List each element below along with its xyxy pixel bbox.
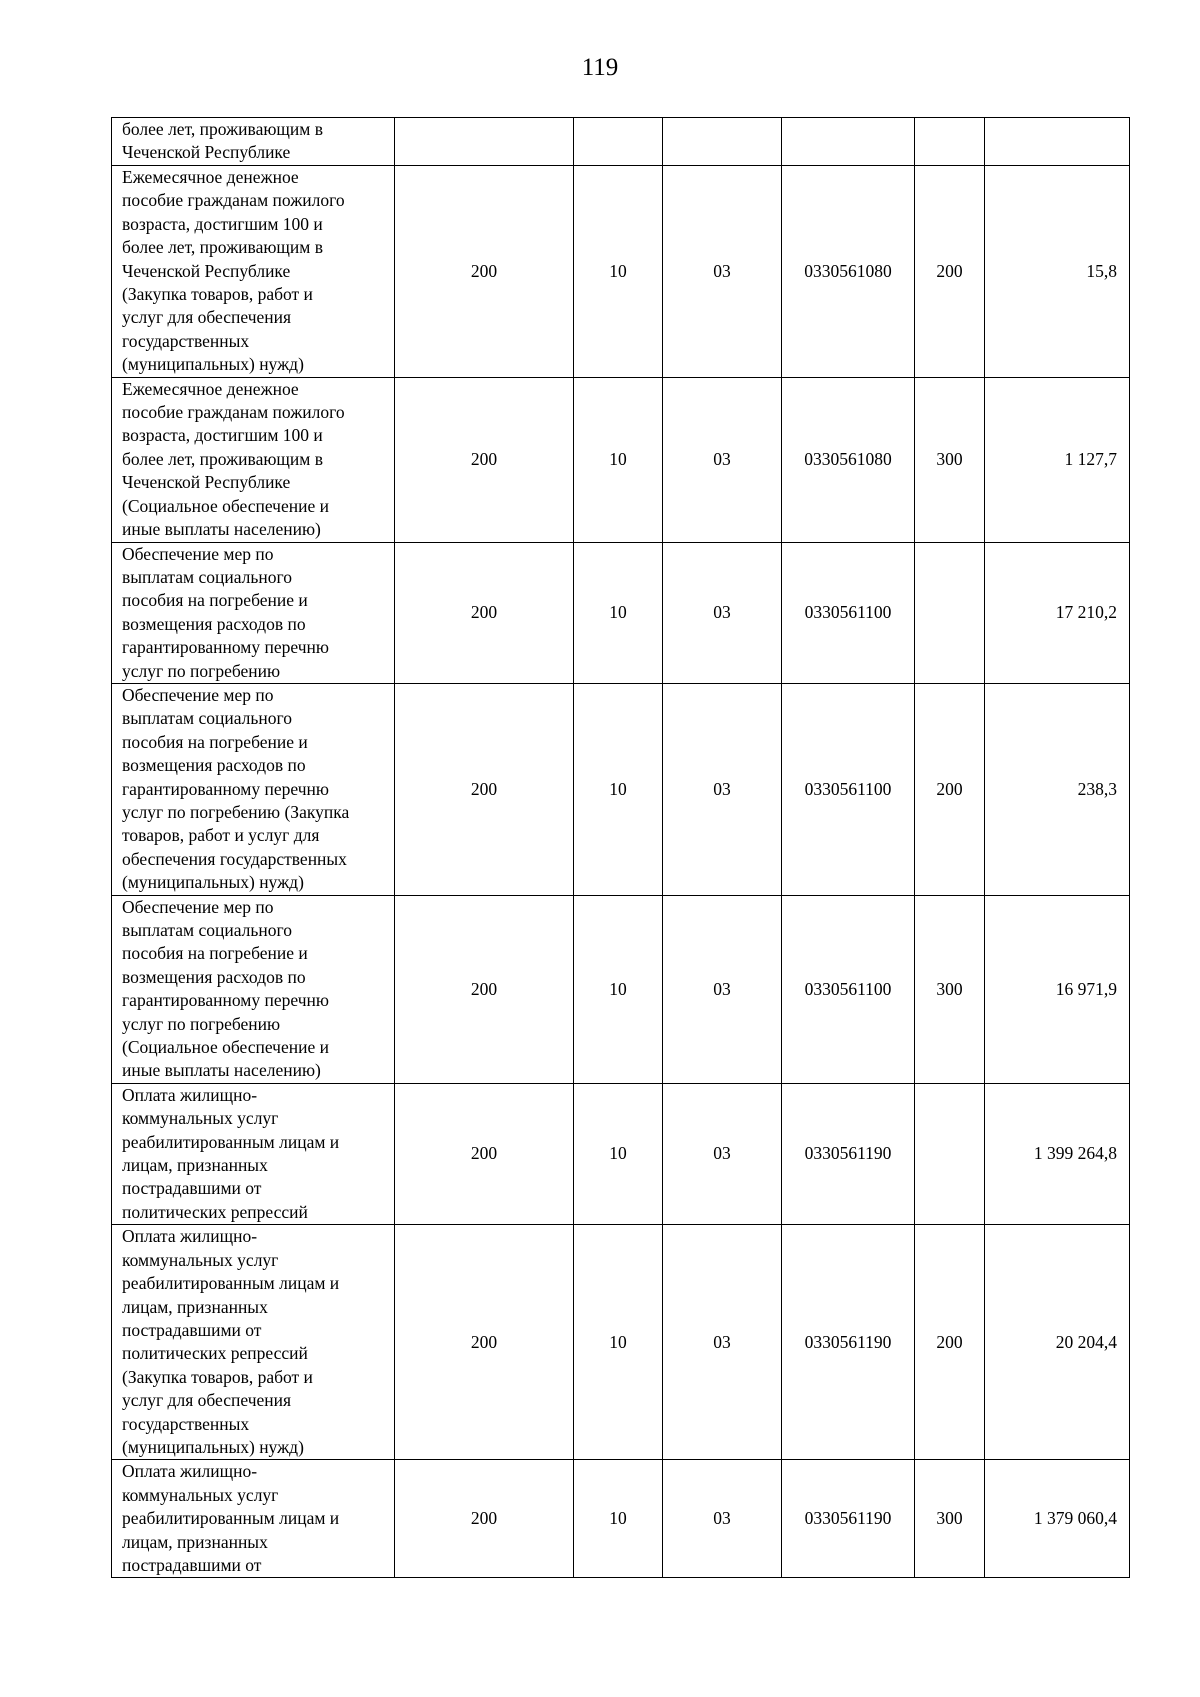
cell-target-article: 0330561080 <box>782 166 915 378</box>
description-line: Ежемесячное денежное <box>122 378 299 399</box>
description-line: возмещения расходов по <box>122 966 306 987</box>
description-line: политических репрессий <box>122 1201 308 1222</box>
cell-expense-type: 300 <box>915 895 985 1083</box>
cell-subsection: 03 <box>663 1460 782 1578</box>
description-line: пострадавшими от <box>122 1178 262 1199</box>
description-line: выплатам социального <box>122 920 293 940</box>
cell-target-article: 0330561190 <box>782 1083 915 1224</box>
description-line: (Закупка товаров, работ и <box>122 1366 313 1387</box>
description-line: коммунальных услуг <box>122 1108 279 1129</box>
cell-section: 10 <box>574 542 663 683</box>
description-line: обеспечения государственных <box>122 848 347 869</box>
description-line: (муниципальных) нужд) <box>122 354 304 375</box>
cell-expense-type: 200 <box>915 683 985 895</box>
description-line: Обеспечение мер по <box>122 684 274 705</box>
table-row <box>112 1460 1130 1578</box>
cell-subsection: 03 <box>663 377 782 542</box>
description-line: Обеспечение мер по <box>122 896 274 917</box>
cell-expense-type: 200 <box>915 1225 985 1460</box>
cell-target-article: 0330561080 <box>782 377 915 542</box>
cell-expense-type: 200 <box>915 166 985 378</box>
table-row <box>112 1225 1130 1460</box>
table-row <box>112 895 1130 1083</box>
table-row <box>112 1083 1130 1224</box>
cell-description <box>112 1460 395 1578</box>
description-line: иные выплаты населению) <box>122 519 321 540</box>
cell-amount: 238,3 <box>985 683 1130 895</box>
cell-admin-code: 200 <box>395 683 574 895</box>
cell-section: 10 <box>574 895 663 1083</box>
description-line: лицам, признанных <box>122 1296 268 1317</box>
description-line: (Социальное обеспечение и <box>122 495 329 516</box>
cell-target-article <box>782 118 915 166</box>
page-number: 119 <box>581 54 619 81</box>
cell-target-article: 0330561100 <box>782 542 915 683</box>
description-line: выплатам социального <box>122 708 293 729</box>
cell-admin-code: 200 <box>395 895 574 1083</box>
cell-expense-type <box>915 542 985 683</box>
description-line: Ежемесячное денежное <box>122 167 299 187</box>
cell-amount: 20 204,4 <box>985 1225 1130 1460</box>
description-line: Чеченской Республике <box>122 260 291 281</box>
cell-section: 10 <box>574 1225 663 1460</box>
description-line: реабилитированным лицам и <box>122 1273 340 1294</box>
description-line: гарантированному перечню <box>122 778 329 799</box>
cell-amount: 17 210,2 <box>985 542 1130 683</box>
description-line: услуг для обеспечения <box>122 307 292 328</box>
cell-target-article: 0330561100 <box>782 683 915 895</box>
description-line: иные выплаты населению) <box>122 1060 321 1081</box>
cell-section: 10 <box>574 683 663 895</box>
cell-description <box>112 895 395 1083</box>
description-line: коммунальных услуг <box>122 1249 279 1270</box>
table-row <box>112 118 1130 166</box>
cell-description <box>112 683 395 895</box>
cell-description <box>112 1083 395 1224</box>
description-line: возраста, достигшим 100 и <box>122 213 323 234</box>
description-line: (Закупка товаров, работ и <box>122 284 313 305</box>
budget-table <box>111 117 1130 1578</box>
cell-admin-code: 200 <box>395 1225 574 1460</box>
cell-subsection: 03 <box>663 1225 782 1460</box>
description-line: услуг для обеспечения <box>122 1390 292 1411</box>
description-line: реабилитированным лицам и <box>122 1131 340 1152</box>
description-line: гарантированному перечню <box>122 990 329 1011</box>
description-line: лицам, признанных <box>122 1531 268 1552</box>
cell-amount: 1 399 264,8 <box>985 1083 1130 1224</box>
cell-admin-code <box>395 118 574 166</box>
description-line: более лет, проживающим в <box>122 119 323 139</box>
cell-admin-code: 200 <box>395 166 574 378</box>
description-line: реабилитированным лицам и <box>122 1508 340 1529</box>
description-line: государственных <box>122 1413 250 1434</box>
description-line: пособие гражданам пожилого <box>122 190 345 211</box>
table-row <box>112 377 1130 542</box>
description-line: услуг по погребению <box>122 1013 281 1034</box>
cell-subsection: 03 <box>663 542 782 683</box>
description-line: Чеченской Республике <box>122 472 291 493</box>
description-line: (Социальное обеспечение и <box>122 1037 329 1058</box>
cell-target-article: 0330561190 <box>782 1225 915 1460</box>
cell-section: 10 <box>574 1460 663 1578</box>
description-line: услуг по погребению <box>122 660 281 681</box>
description-line: более лет, проживающим в <box>122 237 323 258</box>
description-line: Обеспечение мер по <box>122 543 274 564</box>
description-line: Оплата жилищно- <box>122 1461 258 1482</box>
description-line: пострадавшими от <box>122 1554 262 1575</box>
description-line: Чеченской Республике <box>122 142 291 163</box>
cell-subsection: 03 <box>663 166 782 378</box>
cell-amount <box>985 118 1130 166</box>
cell-admin-code: 200 <box>395 1083 574 1224</box>
description-line: гарантированному перечню <box>122 637 329 658</box>
cell-expense-type: 300 <box>915 1460 985 1578</box>
cell-expense-type <box>915 1083 985 1224</box>
description-line: (муниципальных) нужд) <box>122 1436 304 1457</box>
cell-amount: 15,8 <box>985 166 1130 378</box>
cell-section: 10 <box>574 1083 663 1224</box>
cell-expense-type: 300 <box>915 377 985 542</box>
description-line: возмещения расходов по <box>122 755 306 776</box>
cell-subsection: 03 <box>663 895 782 1083</box>
description-line: Оплата жилищно- <box>122 1226 258 1247</box>
description-line: выплатам социального <box>122 566 293 587</box>
table-row <box>112 683 1130 895</box>
description-line: коммунальных услуг <box>122 1484 279 1505</box>
description-line: пострадавшими от <box>122 1319 262 1340</box>
cell-description <box>112 542 395 683</box>
cell-target-article: 0330561190 <box>782 1460 915 1578</box>
cell-amount: 1 379 060,4 <box>985 1460 1130 1578</box>
cell-subsection: 03 <box>663 683 782 895</box>
description-line: (муниципальных) нужд) <box>122 872 304 893</box>
table-row <box>112 166 1130 378</box>
description-line: государственных <box>122 330 250 351</box>
description-line: пособие гражданам пожилого <box>122 402 345 423</box>
cell-subsection <box>663 118 782 166</box>
cell-admin-code: 200 <box>395 542 574 683</box>
cell-section: 10 <box>574 377 663 542</box>
description-line: лицам, признанных <box>122 1155 268 1176</box>
cell-description <box>112 166 395 378</box>
cell-target-article: 0330561100 <box>782 895 915 1083</box>
cell-amount: 16 971,9 <box>985 895 1130 1083</box>
description-line: более лет, проживающим в <box>122 448 323 469</box>
description-line: услуг по погребению (Закупка <box>122 801 350 822</box>
description-line: пособия на погребение и <box>122 590 308 611</box>
description-line: возмещения расходов по <box>122 613 306 634</box>
table-body <box>112 118 1130 1578</box>
cell-description <box>112 1225 395 1460</box>
cell-subsection: 03 <box>663 1083 782 1224</box>
table-row <box>112 542 1130 683</box>
cell-description <box>112 377 395 542</box>
description-line: Оплата жилищно- <box>122 1084 258 1105</box>
description-line: возраста, достигшим 100 и <box>122 425 323 446</box>
description-line: товаров, работ и услуг для <box>122 825 320 846</box>
cell-description <box>112 118 395 166</box>
cell-section <box>574 118 663 166</box>
description-line: политических репрессий <box>122 1343 308 1364</box>
description-line: пособия на погребение и <box>122 943 308 964</box>
description-line: пособия на погребение и <box>122 731 308 752</box>
cell-admin-code: 200 <box>395 1460 574 1578</box>
cell-section: 10 <box>574 166 663 378</box>
cell-amount: 1 127,7 <box>985 377 1130 542</box>
cell-admin-code: 200 <box>395 377 574 542</box>
cell-expense-type <box>915 118 985 166</box>
